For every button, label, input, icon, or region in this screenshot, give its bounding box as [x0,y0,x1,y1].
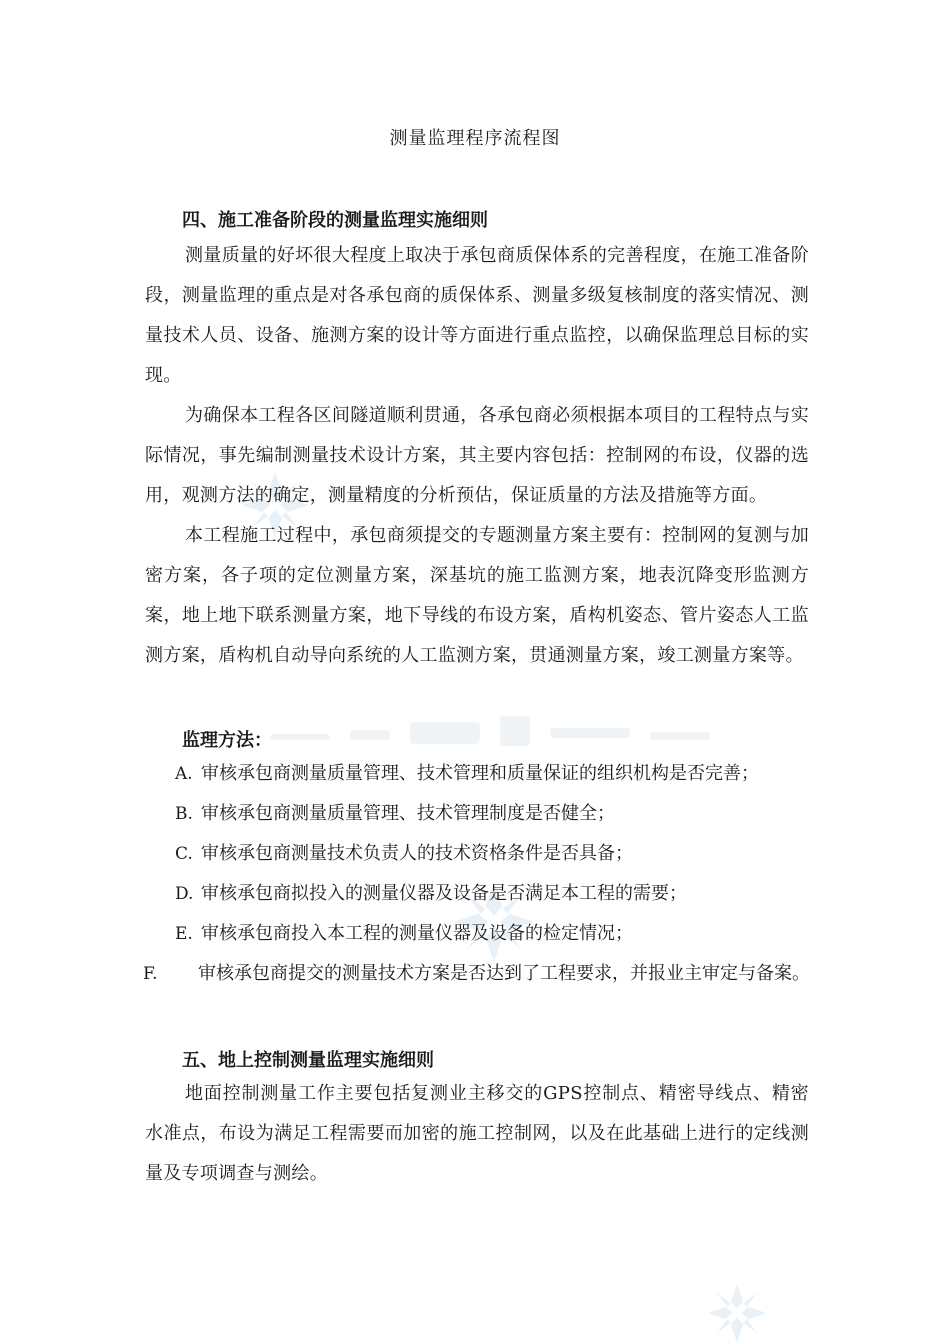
method-text: 审核承包商提交的测量技术方案是否达到了工程要求，并报业主审定与备案。 [198,963,810,984]
methods-heading: 监理方法： [182,730,272,751]
watermark-snowflake-icon [706,1282,768,1344]
method-letter: A. [175,764,193,784]
section-4-heading: 四、施工准备阶段的测量监理实施细则 [182,210,488,231]
method-item-b [175,794,815,834]
watermark-band [260,712,720,752]
method-item-f [143,954,813,994]
section-5-heading: 五、地上控制测量监理实施细则 [182,1050,434,1071]
method-item-a [175,754,815,794]
method-text: 审核承包商测量技术负责人的技术资格条件是否具备； [201,843,633,864]
page-title: 测量监理程序流程图 [389,128,561,149]
method-letter: B. [175,804,193,824]
section-5-paragraph-1: 地面控制测量工作主要包括复测业主移交的GPS控制点、精密导线点、精密水准点，布设为满足工程需要而加密的施工控制网，以及在此基础上进行的定线测量及专项调查与测绘。 [145,1083,809,1184]
method-text: 审核承包商投入本工程的测量仪器及设备的检定情况； [201,923,633,944]
section-4-paragraph-2: 为确保本工程各区间隧道顺利贯通，各承包商必须根据本项目的工程特点与实际情况，事先编制测量技术设计方案，其主要内容包括：控制网的布设，仪器的选用，观测方法的确定，测量精度的分析预估，保证质量的方法及措施等方面。 [145,405,809,506]
method-text: 审核承包商测量质量管理、技术管理制度是否健全； [201,803,615,824]
method-letter: D. [175,884,194,904]
method-item-c [175,834,815,874]
method-letter: F. [143,964,158,984]
method-item-e [175,914,815,954]
section-4-paragraph-3: 本工程施工过程中，承包商须提交的专题测量方案主要有：控制网的复测与加密方案，各子项的定位测量方案，深基坑的施工监测方案，地表沉降变形监测方案，地上地下联系测量方案，地下导线的布设方案，盾构机姿态、管片姿态人工监测方案，盾构机自动导向系统的人工监测方案，贯通测量方案，竣工测量方案等。 [145,525,809,666]
method-letter: C. [175,844,193,864]
method-text: 审核承包商拟投入的测量仪器及设备是否满足本工程的需要； [201,883,687,904]
method-text: 审核承包商测量质量管理、技术管理和质量保证的组织机构是否完善； [201,763,759,784]
method-item-d [175,874,815,914]
section-4-paragraph-1: 测量质量的好坏很大程度上取决于承包商质保体系的完善程度，在施工准备阶段，测量监理的重点是对各承包商的质保体系、测量多级复核制度的落实情况、测量技术人员、设备、施测方案的设计等方面进行重点监控，以确保监理总目标的实现。 [145,245,809,386]
method-letter: E. [175,924,193,944]
